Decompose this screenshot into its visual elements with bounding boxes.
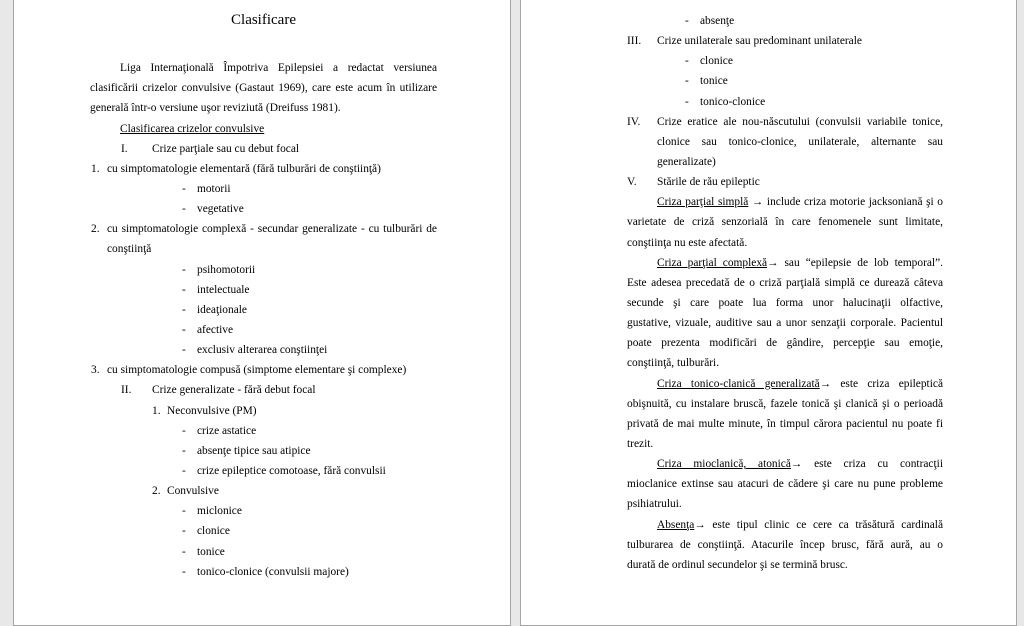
paragraph-line: poate prezenta modificări de gândire, percepţie sau emoţie, — [627, 337, 943, 350]
line-text: Stările de rău epileptic — [657, 176, 760, 189]
dash-marker: - — [182, 263, 186, 276]
line-text: → include criza motorie jacksoniană şi o — [748, 196, 943, 209]
line-text: tonice — [197, 545, 225, 558]
list-marker: 3. — [91, 364, 100, 377]
line-text: Crize parţiale sau cu debut focal — [152, 142, 300, 155]
left-page[interactable] — [13, 0, 511, 626]
dash-list-item — [90, 461, 437, 481]
list-marker: V. — [627, 176, 637, 189]
dash-list-item — [627, 71, 943, 91]
line-text: → este tipul clinic ce cere ca trăsătură cardinală — [694, 518, 943, 531]
line-text: tonico-clonice — [700, 95, 766, 108]
line-text: Convulsive — [167, 485, 219, 498]
section-heading — [90, 119, 437, 139]
roman-list-item — [90, 380, 437, 400]
dash-list-item — [90, 340, 437, 360]
paragraph-line: obişnuită, cu instalare bruscă, fazele tonică şi clanică şi o perioadă — [627, 397, 943, 410]
numbered-list-item — [90, 360, 437, 380]
underlined-phrase: Criza mioclanică, atonică — [657, 458, 791, 471]
paragraph-line: psihiatrului. — [627, 498, 682, 511]
left-page-content — [90, 10, 437, 582]
line-text: motorii — [197, 182, 231, 195]
roman-list-item — [90, 139, 437, 159]
line-text: crize astatice — [197, 424, 257, 437]
paragraph-line: conştiinţă, tulburări. — [627, 357, 720, 370]
line-text: → sau “epilepsie de lob temporal”. — [767, 256, 943, 269]
dash-list-item — [627, 92, 943, 112]
paragraph-line: Liga Internaţională Împotriva Epilepsiei a redactat versiunea — [120, 62, 437, 75]
paragraph-line: privată de mai multe minute, în timpul cărora pacientul nu poate fi — [627, 417, 943, 430]
dash-list-item — [90, 199, 437, 219]
paragraph-line: durată de ordinul secundelor şi se termină brusc. — [627, 558, 848, 571]
paragraph-line — [627, 454, 943, 474]
line-text: clonice — [197, 525, 230, 538]
underlined-phrase: Criza parţial complexă — [657, 256, 768, 269]
list-marker: 1. — [91, 162, 100, 175]
title-spacer — [90, 30, 437, 58]
line-text: exclusiv alterarea conştiinţei — [197, 344, 328, 357]
dash-marker: - — [182, 464, 186, 477]
paragraph-line — [627, 192, 943, 212]
line-text: tonico-clonice (convulsii majore) — [197, 565, 349, 578]
dash-marker: - — [182, 505, 186, 518]
document-title: Clasificare — [231, 12, 296, 28]
numbered-list-item — [90, 219, 437, 239]
paragraph-line: Este adesea precedată de o criză parţială simplă ce durează câteva — [627, 276, 943, 289]
paragraph-line: trezit. — [627, 437, 654, 450]
dash-list-item — [90, 521, 437, 541]
dash-marker: - — [182, 283, 186, 296]
line-text: miclonice — [197, 505, 242, 518]
paragraph-line: conştiinţa nu este afectată. — [627, 236, 748, 249]
roman-list-item — [627, 172, 943, 192]
list-marker: II. — [121, 384, 132, 397]
right-page-content — [627, 11, 943, 575]
dash-marker: - — [182, 344, 186, 357]
paragraph-line: mioclanice extinse sau atacuri de cădere şi care nu pune probleme — [627, 478, 943, 491]
line-text: clonice — [700, 55, 733, 68]
line-text: absenţe tipice sau atipice — [197, 444, 311, 457]
list-marker: 1. — [152, 404, 161, 417]
dash-list-item — [90, 300, 437, 320]
paragraph-line: varietate de criză senzorială în care fenomenele sunt limitate, — [627, 216, 943, 229]
dash-list-item — [90, 562, 437, 582]
paragraph-line: tulburarea de conştiinţă. Atacurile încep brusc, fără aură, au o — [627, 538, 943, 551]
right-page[interactable] — [520, 0, 1017, 626]
line-text: absenţe — [700, 15, 735, 27]
list-item-continuation — [90, 239, 437, 259]
list-marker: IV. — [627, 115, 641, 128]
paragraph-line: clasificării crizelor convulsive (Gastaut 1969), care este acum în utilizare — [90, 82, 437, 95]
dash-marker: - — [685, 15, 689, 27]
dash-list-item — [90, 421, 437, 441]
dash-marker: - — [685, 95, 689, 108]
line-text: psihomotorii — [197, 263, 256, 276]
line-text: ideaţionale — [197, 303, 247, 316]
line-text: → este criza cu contracţii — [790, 458, 943, 471]
list-marker: I. — [121, 142, 128, 155]
dash-list-item — [90, 179, 437, 199]
list-marker: 2. — [152, 485, 161, 498]
dash-marker: - — [182, 565, 186, 578]
line-text: → este criza epileptică — [819, 377, 943, 390]
dash-list-item — [90, 501, 437, 521]
line-text: conştiinţă — [107, 243, 152, 256]
list-item-continuation — [627, 152, 943, 172]
paragraph-line: secunde şi care poate lua forma unor halucinaţii olfactive, — [627, 296, 943, 309]
line-text: generalizate) — [657, 155, 716, 168]
line-text: Neconvulsive (PM) — [167, 404, 257, 417]
line-text: intelectuale — [197, 283, 250, 296]
numbered-list-item — [90, 159, 437, 179]
paragraph-line — [627, 253, 943, 273]
line-text: cu simptomatologie elementară (fără tulburări de conştiinţă) — [107, 162, 381, 175]
dash-marker: - — [182, 525, 186, 538]
list-marker: 2. — [91, 223, 100, 236]
list-item-continuation — [627, 132, 943, 152]
line-text: afective — [197, 323, 234, 336]
line-text: Crize eratice ale nou-născutului (convulsii variabile tonice, — [657, 115, 943, 128]
dash-marker: - — [182, 323, 186, 336]
dash-marker: - — [685, 55, 689, 68]
paragraph-line: gustative, vizuale, auditive sau a unor senzaţii corporale. Pacientul — [627, 317, 943, 330]
line-text: Crize unilaterale sau predominant unilaterale — [657, 35, 862, 48]
dash-marker: - — [685, 75, 689, 88]
dash-marker: - — [182, 545, 186, 558]
line-text: cu simptomatologie complexă - secundar generalizate - cu tulburări de — [107, 223, 437, 236]
list-marker: III. — [627, 35, 642, 48]
paragraph-line — [627, 515, 943, 535]
dash-list-item — [627, 11, 943, 31]
dash-marker: - — [182, 182, 186, 195]
numbered-sublist-item — [90, 481, 437, 501]
underlined-phrase: Clasificarea crizelor convulsive — [120, 122, 265, 135]
dash-list-item — [90, 320, 437, 340]
paragraph-line: generală într-o versiune uşor reviziută (Dreifuss 1981). — [90, 102, 341, 115]
underlined-phrase: Criza tonico-clanică generalizată — [657, 377, 820, 390]
dash-list-item — [90, 441, 437, 461]
line-text: crize epileptice comotoase, fără convulsii — [197, 464, 386, 477]
dash-marker: - — [182, 303, 186, 316]
dash-marker: - — [182, 424, 186, 437]
dash-marker: - — [182, 444, 186, 457]
dash-list-item — [627, 51, 943, 71]
dash-list-item — [90, 260, 437, 280]
paragraph-line — [627, 374, 943, 394]
line-text: cu simptomatologie compusă (simptome elementare şi complexe) — [107, 364, 407, 377]
dash-marker: - — [182, 203, 186, 216]
roman-list-item — [627, 31, 943, 51]
roman-list-item — [627, 112, 943, 132]
line-text: vegetative — [197, 203, 244, 216]
numbered-sublist-item — [90, 401, 437, 421]
dash-list-item — [90, 280, 437, 300]
line-text: tonice — [700, 75, 728, 88]
line-text: clonice sau tonico-clonice, unilaterale, alternante sau — [657, 135, 943, 148]
underlined-phrase: Criza parţial simplă — [657, 196, 749, 209]
underlined-phrase: Absenţa — [657, 518, 695, 531]
line-text: Crize generalizate - fără debut focal — [152, 384, 316, 397]
dash-list-item — [90, 542, 437, 562]
